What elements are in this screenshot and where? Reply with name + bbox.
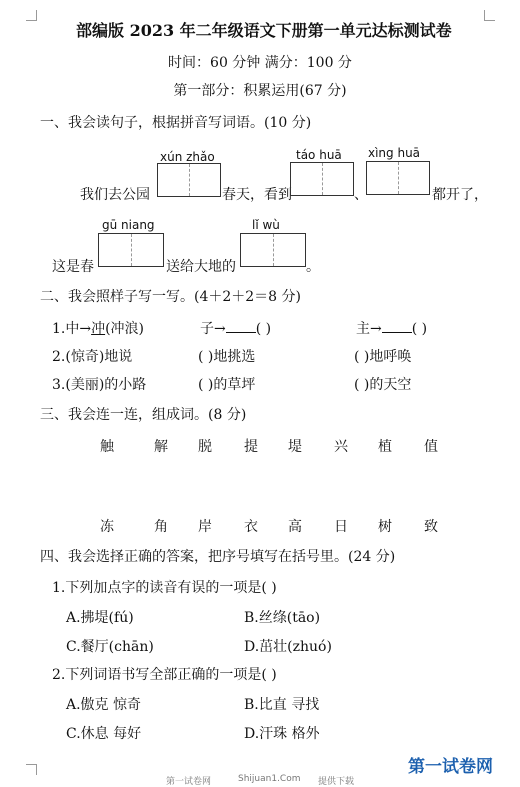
q2-zi-paren[interactable]: ( ) (255, 321, 272, 337)
q4-s2-option-b[interactable]: B.比直 寻找 (244, 697, 320, 713)
q3-top-char[interactable]: 堤 (288, 439, 302, 455)
q3-top-char[interactable]: 植 (378, 439, 392, 455)
footer-site-name: 第一试卷网 (166, 777, 212, 787)
q2-zhu-label: 主→ (356, 321, 382, 337)
q2-row2-example: 2.(惊奇)地说 (52, 349, 133, 365)
q3-top-char[interactable]: 触 (100, 439, 114, 455)
q3-bottom-char[interactable]: 高 (288, 519, 302, 535)
q2-row3-blank1[interactable]: ( )的草坪 (198, 377, 256, 393)
q4-s2-option-c[interactable]: C.休息 每好 (66, 726, 142, 742)
q4-title: 四、我会选择正确的答案，把序号填写在括号里。(24 分) (40, 549, 396, 565)
q3-top-char[interactable]: 值 (424, 439, 438, 455)
q3-bottom-char[interactable]: 衣 (244, 519, 258, 535)
q2-item-zhu (356, 318, 427, 338)
q2-example-word: (冲浪) (105, 321, 145, 337)
q1-title: 一、我会读句子，根据拼音写词语。(10 分) (40, 115, 312, 131)
q3-top-char[interactable]: 脱 (198, 439, 212, 455)
q2-zi-label: 子→ (200, 321, 226, 337)
pinyin-xinghua: xìng huā (368, 146, 421, 160)
q3-top-char[interactable]: 解 (154, 439, 168, 455)
q2-row3-example: 3.(美丽)的小路 (52, 377, 147, 393)
q2-title: 二、我会照样子写一写。(4＋2＋2＝8 分) (40, 289, 302, 305)
q1-text-7: 。 (306, 259, 320, 275)
q3-top-char[interactable]: 提 (244, 439, 258, 455)
corner-mark-bottom-left (26, 764, 37, 775)
corner-mark-top-left (26, 10, 37, 21)
q4-s1-option-a[interactable]: A.拂堤(fú) (66, 610, 134, 626)
q3-title: 三、我会连一连，组成词。(8 分) (40, 407, 247, 423)
writing-box-xunzhao[interactable] (157, 163, 221, 197)
q3-bottom-char[interactable]: 树 (378, 519, 392, 535)
q2-zhu-blank[interactable] (382, 320, 412, 333)
q3-bottom-char[interactable]: 岸 (198, 519, 212, 535)
q4-s1-option-c[interactable]: C.餐厅(chān) (66, 639, 154, 655)
q2-example-prefix: 1.中→ (52, 321, 92, 337)
q1-text-1: 我们去公园 (80, 187, 150, 203)
footer-download-note: 提供下载 (318, 777, 355, 787)
q4-s1-option-d[interactable]: D.茁壮(zhuó) (244, 639, 332, 655)
q4-s2-option-d[interactable]: D.汗珠 格外 (244, 726, 320, 742)
q1-text-4: 都开了， (432, 187, 488, 203)
footer-site-url[interactable]: Shijuan1.Com (238, 774, 301, 784)
part-title: 第一部分：积累运用(67 分) (173, 83, 347, 99)
q1-text-5: 这是春 (52, 259, 94, 275)
writing-box-taohua[interactable] (290, 162, 354, 196)
pinyin-liwu: lǐ wù (252, 218, 280, 232)
q3-bottom-char[interactable]: 日 (334, 519, 348, 535)
writing-box-guniang[interactable] (98, 233, 164, 267)
writing-box-xinghua[interactable] (366, 161, 430, 195)
q4-s1-question[interactable]: 1.下列加点字的读音有误的一项是( ) (52, 580, 277, 596)
q3-bottom-char[interactable]: 致 (424, 519, 438, 535)
q2-zi-blank[interactable] (226, 320, 256, 333)
q3-top-char[interactable]: 兴 (334, 439, 348, 455)
watermark-logo: 第一试卷网 (408, 757, 493, 777)
q1-text-2: 春天，看到 (222, 187, 292, 203)
page-title: 部编版 2023 年二年级语文下册第一单元达标测试卷 (76, 21, 452, 40)
q2-item-zi (200, 318, 271, 338)
q2-row2-blank1[interactable]: ( )地挑选 (198, 349, 256, 365)
q2-row3-blank2[interactable]: ( )的天空 (354, 377, 412, 393)
time-info: 时间：60 分钟 满分：100 分 (168, 55, 352, 71)
q2-row2-blank2[interactable]: ( )地呼唤 (354, 349, 412, 365)
writing-box-liwu[interactable] (240, 233, 306, 267)
q3-bottom-char[interactable]: 冻 (100, 519, 114, 535)
q4-s2-question[interactable]: 2.下列词语书写全部正确的一项是( ) (52, 667, 277, 683)
q2-example-char: 冲 (91, 321, 106, 337)
q2-example (52, 318, 144, 338)
q3-bottom-char[interactable]: 角 (154, 519, 168, 535)
pinyin-taohua: táo huā (296, 148, 342, 162)
corner-mark-top-right (484, 10, 495, 21)
pinyin-xunzhao: xún zhǎo (160, 150, 215, 164)
q2-zhu-paren[interactable]: ( ) (411, 321, 428, 337)
q4-s2-option-a[interactable]: A.傲克 惊奇 (66, 697, 142, 713)
q1-text-6: 送给大地的 (166, 259, 236, 275)
q1-text-3: 、 (354, 187, 368, 203)
q4-s1-option-b[interactable]: B.丝绦(tāo) (244, 610, 321, 626)
pinyin-guniang: gū niang (102, 218, 155, 232)
